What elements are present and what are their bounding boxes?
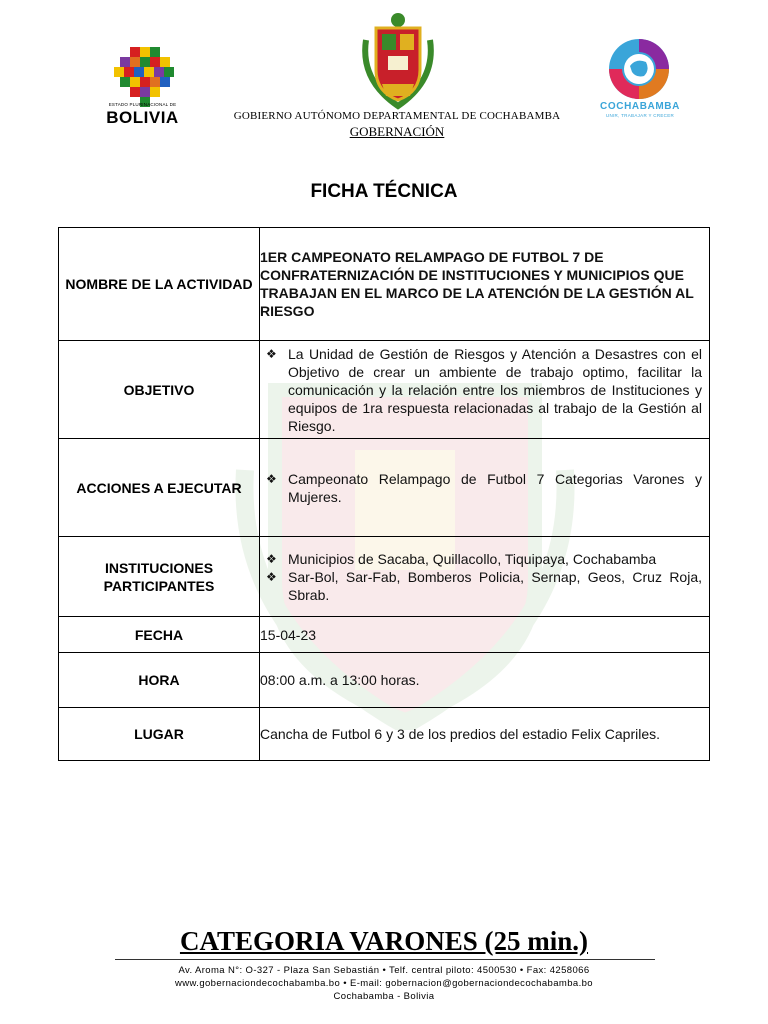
activity-label: NOMBRE DE LA ACTIVIDAD xyxy=(59,228,260,341)
footer-city: Cochabamba - Bolivia xyxy=(333,991,435,1002)
time-label: HORA xyxy=(59,653,260,708)
time-value: 08:00 a.m. a 13:00 horas. xyxy=(260,653,710,708)
participants-value xyxy=(260,537,710,617)
table-row-date xyxy=(59,617,710,653)
table-row-objective xyxy=(59,341,710,439)
actions-value xyxy=(260,439,710,537)
cochabamba-crest-icon xyxy=(358,10,438,110)
category-title: CATEGORIA VARONES (25 min.) xyxy=(179,926,589,956)
objective-label: OBJETIVO xyxy=(59,341,260,439)
list-item: ❖ Municipios de Sacaba, Quillacollo, Tiquipaya, Cochabamba xyxy=(288,550,702,568)
bolivia-logo-subtitle: ESTADO PLURINACIONAL DE xyxy=(108,102,177,107)
bolivia-logo-name: BOLIVIA xyxy=(106,108,179,127)
activity-value: 1ER CAMPEONATO RELAMPAGO DE FUTBOL 7 DE CONFRATERNIZACIÓN DE INSTITUCIONES Y MUNICIPIOS QUE TRABAJAN EN EL MARCO DE LA ATENCIÓN DE LA GESTIÓN AL RIESGO xyxy=(260,228,710,341)
place-value: Cancha de Futbol 6 y 3 de los predios del estadio Felix Capriles. xyxy=(260,708,710,761)
government-subtitle: GOBERNACIÓN xyxy=(349,124,445,139)
footer-address: Av. Aroma N°: O-327 - Plaza San Sebastián • Telf. central piloto: 4500530 • Fax: 4258066 xyxy=(178,965,590,976)
government-title: GOBIERNO AUTÓNOMO DEPARTAMENTAL DE COCHABAMBA xyxy=(233,110,561,122)
cochabamba-logo-tagline: UNIR, TRABAJAR Y CRECER xyxy=(605,113,675,118)
table-row-participants xyxy=(59,537,710,617)
list-item: ❖ La Unidad de Gestión de Riesgos y Atención a Desastres con el Objetivo de crear un ambiente de trabajo optimo, facilitar la comunicación y la relación entre los miembros de Instituciones y equipos de 1ra respuesta relacionadas al trabajo de la Gestión al Riesgo. xyxy=(288,345,702,435)
date-label: FECHA xyxy=(59,617,260,653)
date-value: 15-04-23 xyxy=(260,617,710,653)
objective-value xyxy=(260,341,710,439)
table-row-activity xyxy=(59,228,710,341)
technical-sheet-table xyxy=(58,227,710,761)
table-row-time xyxy=(59,653,710,708)
actions-label: ACCIONES A EJECUTAR xyxy=(59,439,260,537)
cochabamba-globe-logo-icon xyxy=(606,36,672,102)
place-label: LUGAR xyxy=(59,708,260,761)
list-item: ❖ Campeonato Relampago de Futbol 7 Categorias Varones y Mujeres. xyxy=(288,470,702,506)
list-item: ❖ Sar-Bol, Sar-Fab, Bomberos Policia, Sernap, Geos, Cruz Roja, Sbrab. xyxy=(288,568,702,604)
cochabamba-logo-name: COCHABAMBA xyxy=(600,101,680,112)
footer-divider xyxy=(115,959,655,960)
footer-web-email: www.gobernaciondecochabamba.bo • E-mail: gobernacion@gobernaciondecochabamba.bo xyxy=(175,978,593,989)
participants-label: INSTITUCIONES PARTICIPANTES xyxy=(59,537,260,617)
document-title: FICHA TÉCNICA xyxy=(310,181,458,202)
table-row-place xyxy=(59,708,710,761)
table-row-actions xyxy=(59,439,710,537)
